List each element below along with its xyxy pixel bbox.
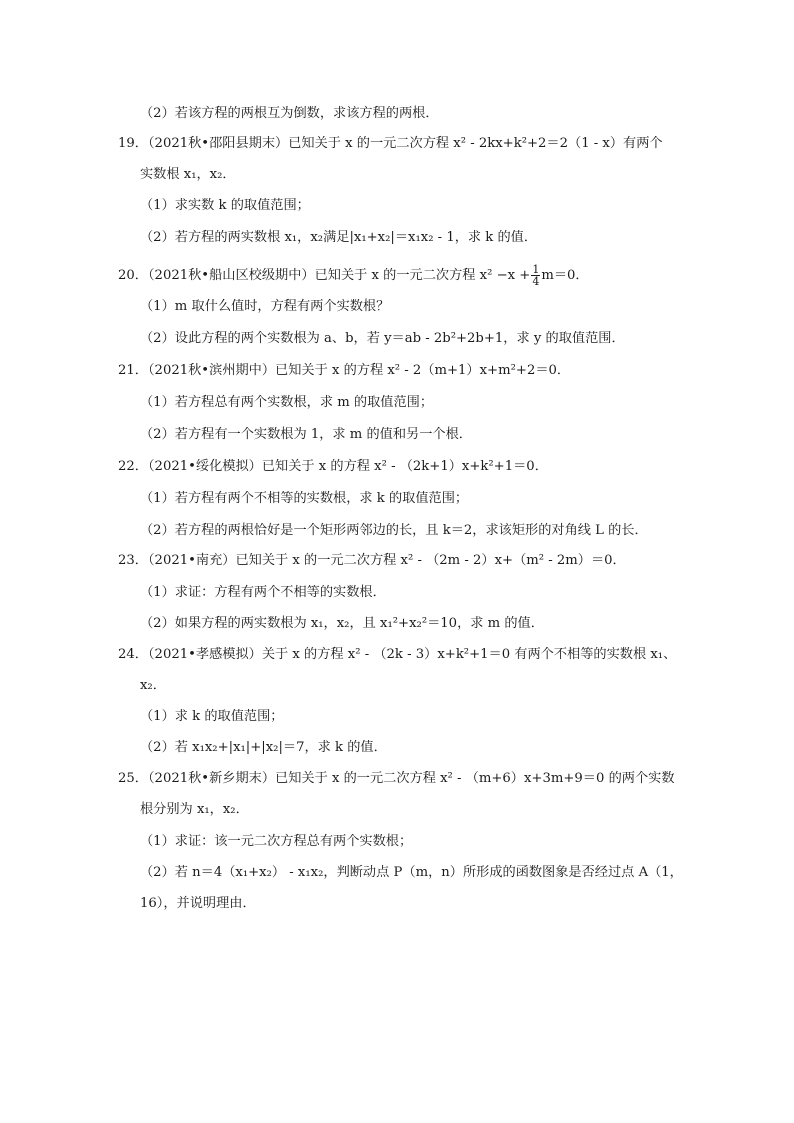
q19-stem-continued: 实数根 x₁，x₂．: [140, 167, 236, 182]
q24-part1: （1）求 k 的取值范围；: [140, 709, 284, 724]
fraction-one-quarter: $\frac{1}{4}$: [532, 263, 540, 288]
q25-part1: （1）求证：该一元二次方程总有两个实数根；: [140, 834, 413, 849]
q20-part2: （2）设此方程的两个实数根为 a、b，若 y＝ab - 2b²+2b+1，求 y 的取值范围．: [140, 331, 625, 346]
q20-stem: [118, 264, 589, 287]
q24-part2: （2）若 x₁x₂+|x₁|+|x₂|＝7，求 k 的值．: [140, 740, 387, 755]
q20-stem-text: 20．（2021秋•船山区校级期中）已知关于 x 的一元二次方程 x² −x +: [118, 268, 531, 283]
q23-stem: 23．（2021•南充）已知关于 x 的一元二次方程 x² - （2m - 2）x+（m² - 2m）＝0．: [118, 553, 626, 568]
q25-part2-continued: 16），并说明理由．: [140, 896, 256, 911]
q19-part2: （2）若方程的两实数根 x₁，x₂满足|x₁+x₂|＝x₁x₂ - 1，求 k 的值．: [140, 230, 538, 245]
q25-part2: （2）若 n＝4（x₁+x₂） - x₁x₂，判断动点 P（m，n）所形成的函数图象是否经过点 A（1，: [140, 865, 683, 880]
q19-part1: （1）求实数 k 的取值范围；: [140, 198, 310, 213]
q18-part2: （2）若该方程的两根互为倒数，求该方程的两根．: [140, 106, 439, 121]
q24-stem: 24．（2021•孝感模拟）关于 x 的方程 x² - （2k - 3）x+k²+1＝0 有两个不相等的实数根 x₁、: [118, 647, 677, 662]
q20-stem-tail: m＝0．: [541, 268, 589, 283]
q24-stem-continued: x₂．: [140, 678, 166, 693]
q23-part1: （1）求证：方程有两个不相等的实数根．: [140, 585, 386, 600]
q22-stem: 22．（2021•绥化模拟）已知关于 x 的方程 x² - （2k+1）x+k²+1＝0．: [118, 459, 548, 474]
q25-stem: 25．（2021秋•新乡期末）已知关于 x 的一元二次方程 x² - （m+6）x+3m+9＝0 的两个实数: [118, 771, 675, 786]
q19-stem: 19．（2021秋•邵阳县期末）已知关于 x 的一元二次方程 x² - 2kx+k²+2＝2（1 - x）有两个: [118, 136, 663, 151]
q23-part2: （2）如果方程的两实数根为 x₁，x₂，且 x₁²+x₂²＝10，求 m 的值．: [140, 616, 544, 631]
q21-part1: （1）若方程总有两个实数根，求 m 的取值范围；: [140, 395, 434, 410]
q21-part2: （2）若方程有一个实数根为 1，求 m 的值和另一个根．: [140, 427, 472, 442]
q25-stem-continued: 根分别为 x₁，x₂．: [140, 802, 249, 817]
q22-part2: （2）若方程的两根恰好是一个矩形两邻边的长，且 k＝2，求该矩形的对角线 L 的长．: [140, 523, 648, 538]
q20-part1: （1）m 取什么值时，方程有两个实数根？: [140, 299, 390, 314]
q22-part1: （1）若方程有两个不相等的实数根，求 k 的取值范围；: [140, 491, 469, 506]
q21-stem: 21．（2021秋•滨州期中）已知关于 x 的方程 x² - 2（m+1）x+m²+2＝0．: [118, 363, 571, 378]
